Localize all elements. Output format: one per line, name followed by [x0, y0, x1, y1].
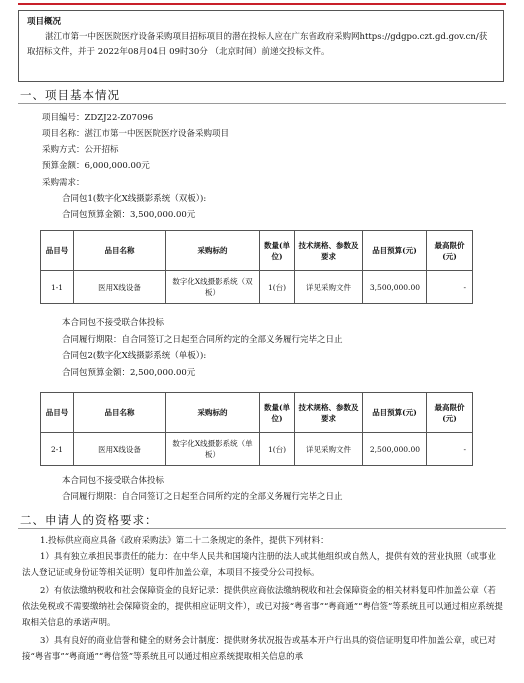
- qualification-item-1-1: 1）具有独立承担民事责任的能力：在中华人民共和国境内注册的法人或其他组织或自然人，提供有效的营业执照（或事业法人登记证或身份证等相关证明）复印件加盖公章，本项目不接受分公司投标。: [22, 552, 496, 578]
- lot2-budget: 合同包预算金额：2,500,000.00元: [62, 368, 196, 378]
- cell-spec: 详见采购文件: [295, 433, 363, 466]
- cell-limit: -: [427, 433, 473, 466]
- col-item-no: 品目号: [41, 393, 74, 433]
- section1-heading: 一、项目基本情况: [20, 88, 120, 102]
- col-item-no: 品目号: [41, 231, 74, 271]
- overview-title: 项目概况: [27, 17, 62, 27]
- qualification-item-1-3: 3）具有良好的商业信誉和健全的财务会计制度：提供财务状况报告或基本开户行出具的资信证明复印件加盖公章，或已对接“粤省事”“粤商通”“粤信签”等系统且可以通过相应系统提取相关信息的承: [22, 636, 496, 662]
- lot2-period: 合同履行期限：自合同签订之日起至合同所约定的全部义务履行完毕之日止: [62, 492, 343, 502]
- top-red-rule: [18, 3, 506, 5]
- lot2-table: [40, 392, 473, 466]
- overview-box: [18, 10, 504, 82]
- qualification-item-1-2: 2）有依法缴纳税收和社会保障资金的良好记录：提供供应商依法缴纳税收和社会保障资金的相关材料复印件加盖公章（若依法免税或不需要缴纳社会保障资金的，提供相应证明文件），或已对接“粤省事”“粤商通”“粤信签”等系统且可以通过相应系统提取相关信息的承诺声明。: [22, 586, 503, 628]
- col-limit: 最高限价(元): [427, 393, 473, 433]
- section2-heading: 二、申请人的资格要求：: [20, 513, 158, 527]
- section2-rule: [18, 528, 506, 529]
- section1-rule: [18, 103, 506, 104]
- col-item-name: 品目名称: [74, 393, 166, 433]
- lot1-name: 合同包1(数字化X线摄影系统（双板）):: [62, 194, 207, 204]
- table-row: [41, 271, 473, 304]
- procurement-method: 采购方式：公开招标: [42, 145, 119, 155]
- col-target: 采购标的: [166, 231, 260, 271]
- demand-label: 采购需求：: [42, 178, 85, 188]
- project-number: 项目编号：ZDZJ22-Z07096: [42, 113, 154, 123]
- cell-budget: 2,500,000.00: [363, 433, 427, 466]
- table-row: [41, 433, 473, 466]
- col-quantity: 数量(单位): [260, 231, 295, 271]
- col-spec: 技术规格、参数及要求: [295, 231, 363, 271]
- qualification-item-1: 1.投标供应商应具备《政府采购法》第二十二条规定的条件，提供下列材料：: [40, 536, 329, 546]
- cell-quantity: 1(台): [260, 433, 295, 466]
- cell-quantity: 1(台): [260, 271, 295, 304]
- cell-item-name: 医用X线设备: [74, 433, 166, 466]
- cell-budget: 3,500,000.00: [363, 271, 427, 304]
- cell-item-no: 1-1: [41, 271, 74, 304]
- cell-target: 数字化X线摄影系统（双板）: [166, 271, 260, 304]
- cell-item-no: 2-1: [41, 433, 74, 466]
- lot1-budget: 合同包预算金额：3,500,000.00元: [62, 210, 196, 220]
- col-target: 采购标的: [166, 393, 260, 433]
- col-budget: 品目预算(元): [363, 393, 427, 433]
- cell-item-name: 医用X线设备: [74, 271, 166, 304]
- lot1-consortium: 本合同包不接受联合体投标: [62, 318, 165, 328]
- cell-limit: -: [427, 271, 473, 304]
- lot1-period: 合同履行期限：自合同签订之日起至合同所约定的全部义务履行完毕之日止: [62, 335, 343, 345]
- lot2-name: 合同包2(数字化X线摄影系统（单板）):: [62, 351, 207, 361]
- lot1-header-row: [41, 231, 473, 271]
- col-limit: 最高限价(元): [427, 231, 473, 271]
- col-quantity: 数量(单位): [260, 393, 295, 433]
- col-item-name: 品目名称: [74, 231, 166, 271]
- col-spec: 技术规格、参数及要求: [295, 393, 363, 433]
- col-budget: 品目预算(元): [363, 231, 427, 271]
- cell-target: 数字化X线摄影系统（单板）: [166, 433, 260, 466]
- lot2-header-row: [41, 393, 473, 433]
- project-name: 项目名称：湛江市第一中医医院医疗设备采购项目: [42, 129, 230, 139]
- lot1-table: [40, 230, 473, 304]
- lot2-consortium: 本合同包不接受联合体投标: [62, 476, 165, 486]
- overview-text: 湛江市第一中医医院医疗设备采购项目招标项目的潜在投标人应在广东省政府采购网https://gdgpo.czt.gd.gov.cn/获取招标文件，并于 2022年08月04日 09时30分 （北京时间）前递交投标文件。: [27, 32, 488, 57]
- cell-spec: 详见采购文件: [295, 271, 363, 304]
- budget-amount: 预算金额：6,000,000.00元: [42, 161, 150, 171]
